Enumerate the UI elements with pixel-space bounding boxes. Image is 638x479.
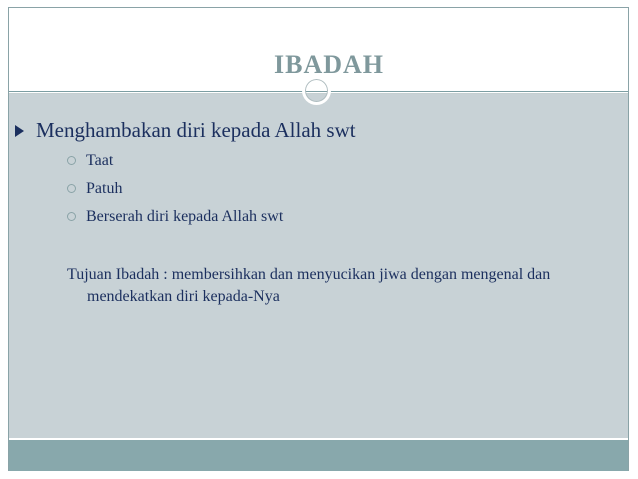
sub-point-text: Patuh — [86, 180, 123, 197]
ibadah-purpose-note: Tujuan Ibadah : membersihkan dan menyucikan jiwa dengan mengenal dan mendekatkan diri kepada-Nya — [67, 266, 551, 305]
sub-point-text: Berserah diri kepada Allah swt — [86, 208, 284, 225]
ring-bullet-icon — [67, 212, 76, 221]
triangle-bullet-icon — [15, 125, 24, 137]
sub-point-patuh — [86, 180, 122, 198]
sub-point-text: Taat — [86, 152, 114, 169]
sub-point-taat — [86, 152, 113, 170]
main-point-text: Menghambakan diri kepada Allah swt — [36, 118, 356, 142]
sub-point-berserah — [86, 208, 283, 226]
slide-title: IBADAH — [273, 50, 384, 79]
ring-bullet-icon — [67, 184, 76, 193]
main-point — [36, 118, 356, 143]
ring-bullet-icon — [67, 156, 76, 165]
